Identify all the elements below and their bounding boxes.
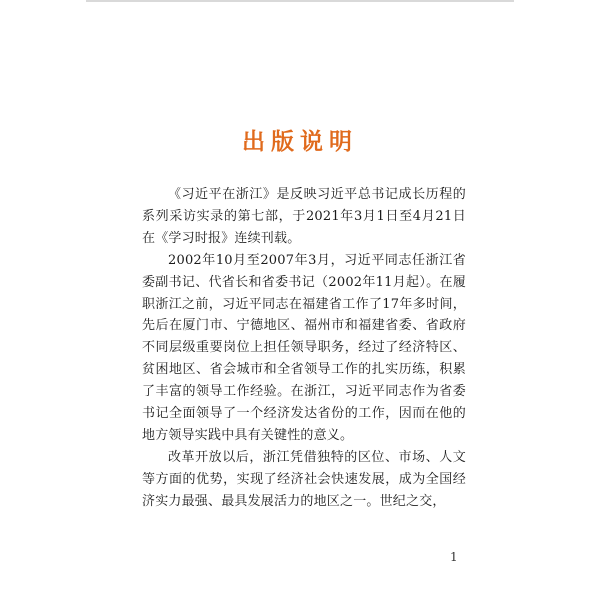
- page-number: 1: [450, 550, 458, 564]
- paragraph-2: 2002年10月至2007年3月，习近平同志任浙江省委副书记、代省长和省委书记（2002年11月起）。在履职浙江之前，习近平同志在福建省工作了17年多时间，先后在厦门市、宁德地区、福州市和福建省委、省政府不同层级重要岗位上担任领导职务，经过了经济特区、贫困地区、省会城市和全省领导工作的扎实历练，积累了丰富的领导工作经验。在浙江，习近平同志作为省委书记全面领导了一个经济发达省份的工作，因而在他的地方领导实践中具有关键性的意义。: [142, 252, 466, 443]
- page-title: 出版说明: [242, 129, 358, 155]
- paragraph-3: 改革开放以后，浙江凭借独特的区位、市场、人文等方面的优势，实现了经济社会快速发展，成为全国经济实力最强、最具发展活力的地区之一。世纪之交，: [142, 449, 466, 509]
- body-text: [142, 184, 466, 513]
- paragraph-1: 《习近平在浙江》是反映习近平总书记成长历程的系列采访实录的第七部，于2021年3月1日至4月21日在《学习时报》连续刊载。: [142, 187, 466, 246]
- top-divider: [86, 0, 514, 2]
